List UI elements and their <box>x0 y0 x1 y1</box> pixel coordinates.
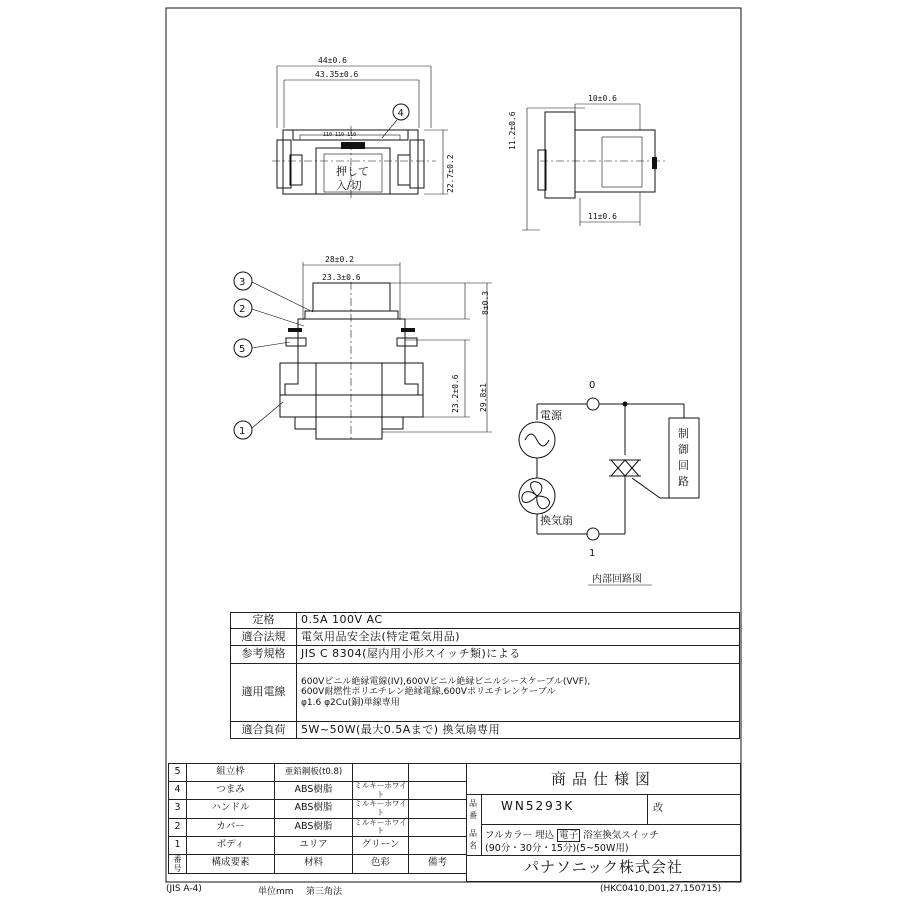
spec-value-wires <box>297 664 740 722</box>
dim-23-label: 23.3±0.6 <box>322 273 361 282</box>
dim-44-label: 44±0.6 <box>318 56 347 65</box>
control-label-3: 回 <box>678 459 689 472</box>
spec-label: 定格 <box>231 613 297 629</box>
scale-marks: 110 110 110 <box>323 132 357 138</box>
knob-label-1: 押して <box>336 165 369 178</box>
dim-29-label: 29.8±1 <box>479 383 488 412</box>
name-label-2: 名 <box>469 841 477 850</box>
spec-label: 参考規格 <box>231 646 297 664</box>
dim-43-label: 43.35±0.6 <box>315 70 359 79</box>
svg-text:2: 2 <box>239 304 246 315</box>
footer-units: 単位mm <box>258 887 294 897</box>
side-view <box>508 94 665 230</box>
table-row: 2 カバー ABS樹脂 ミルキーホワイト <box>169 818 467 836</box>
wire-line: 600V耐燃性ポリエチレン絶縁電線,600Vポリエチレンケーブル <box>301 687 556 698</box>
label-column <box>467 795 482 855</box>
wire-line: 600Vビニル絶縁電線(IV),600Vビニル絶縁ビニルシースケーブル(VVF), <box>301 676 591 687</box>
svg-text:3: 3 <box>239 277 246 288</box>
spec-value: 5W~50W(最大0.5Aまで) 換気扇専用 <box>297 722 740 739</box>
table-row: 1 ボディ ユリア グリーン <box>169 836 467 854</box>
terminal-1 <box>587 528 599 540</box>
spec-label: 適合法規 <box>231 629 297 646</box>
electronic-badge: 電子 <box>559 830 579 841</box>
section-view <box>234 255 492 440</box>
title-block <box>466 763 741 881</box>
footer-paper-size: (JIS A-4) <box>166 884 202 894</box>
table-row: 4 つまみ ABS樹脂 ミルキーホワイト <box>169 782 467 800</box>
power-label: 電源 <box>540 409 562 422</box>
product-name-line1: フルカラー 埋込 電子 浴室換気スイッチ <box>485 830 659 841</box>
dim-11v-label: 11.2±0.6 <box>508 111 517 150</box>
product-name-line2: (90分・30分・15分)(5~50W用) <box>485 843 629 854</box>
control-label-4: 路 <box>678 475 689 488</box>
spec-table <box>230 612 740 739</box>
dim-23v-label: 23.2±0.6 <box>451 374 460 413</box>
product-number: WN5293K <box>501 799 575 813</box>
table-header-row: 番号 構成要素 材料 色彩 備考 <box>169 854 467 873</box>
dim-height-label: 22.7±0.2 <box>446 154 455 193</box>
spec-value: 電気用品安全法(特定電気用品) <box>297 629 740 646</box>
spec-value: 0.5A 100V AC <box>297 613 740 629</box>
dim-11h-label: 11±0.6 <box>588 212 617 221</box>
svg-text:1: 1 <box>589 548 596 559</box>
triac-icon <box>611 460 639 476</box>
footer-doc-code: (HKC0410,D01,27,150715) <box>600 884 722 894</box>
spec-label: 適用電線 <box>231 664 297 722</box>
svg-text:4: 4 <box>397 108 404 119</box>
drawing-title: 商品仕様図 <box>466 763 741 794</box>
internal-circuit <box>519 380 699 585</box>
spec-label: 適合負荷 <box>231 722 297 739</box>
table-row: 5 組立枠 亜鉛鋼板(t0.8) <box>169 764 467 782</box>
revision-label: 改 <box>653 803 663 814</box>
terminal-0 <box>587 398 599 410</box>
control-label-2: 御 <box>678 443 689 456</box>
table-row: 3 ハンドル ABS樹脂 ミルキーホワイト <box>169 800 467 818</box>
footer-projection: 第三角法 <box>306 887 343 897</box>
dim-10-label: 10±0.6 <box>588 94 617 103</box>
knob-label-2: 入/切 <box>336 179 362 192</box>
pn-label-1: 品 <box>469 799 477 808</box>
svg-text:0: 0 <box>589 380 596 391</box>
spec-value: JIS C 8304(屋内用小形スイッチ類)による <box>297 646 740 664</box>
divider <box>481 824 740 825</box>
parts-table <box>168 763 467 874</box>
product-info <box>466 794 741 856</box>
company-name: パナソニック株式会社 <box>466 854 741 882</box>
circuit-caption: 内部回路図 <box>592 574 642 585</box>
wire-line: φ1.6 φ2Cu(銅)単線専用 <box>301 697 400 708</box>
svg-text:1: 1 <box>239 426 246 437</box>
divider <box>647 795 648 824</box>
dim-28-label: 28±0.2 <box>325 255 354 264</box>
front-view <box>272 56 455 198</box>
dim-8-label: 8±0.3 <box>481 290 490 315</box>
fan-label: 換気扇 <box>540 514 573 527</box>
control-label-1: 制 <box>678 427 689 440</box>
pn-label-2: 番 <box>469 811 477 820</box>
svg-text:5: 5 <box>239 344 246 355</box>
name-label-1: 品 <box>469 829 477 838</box>
